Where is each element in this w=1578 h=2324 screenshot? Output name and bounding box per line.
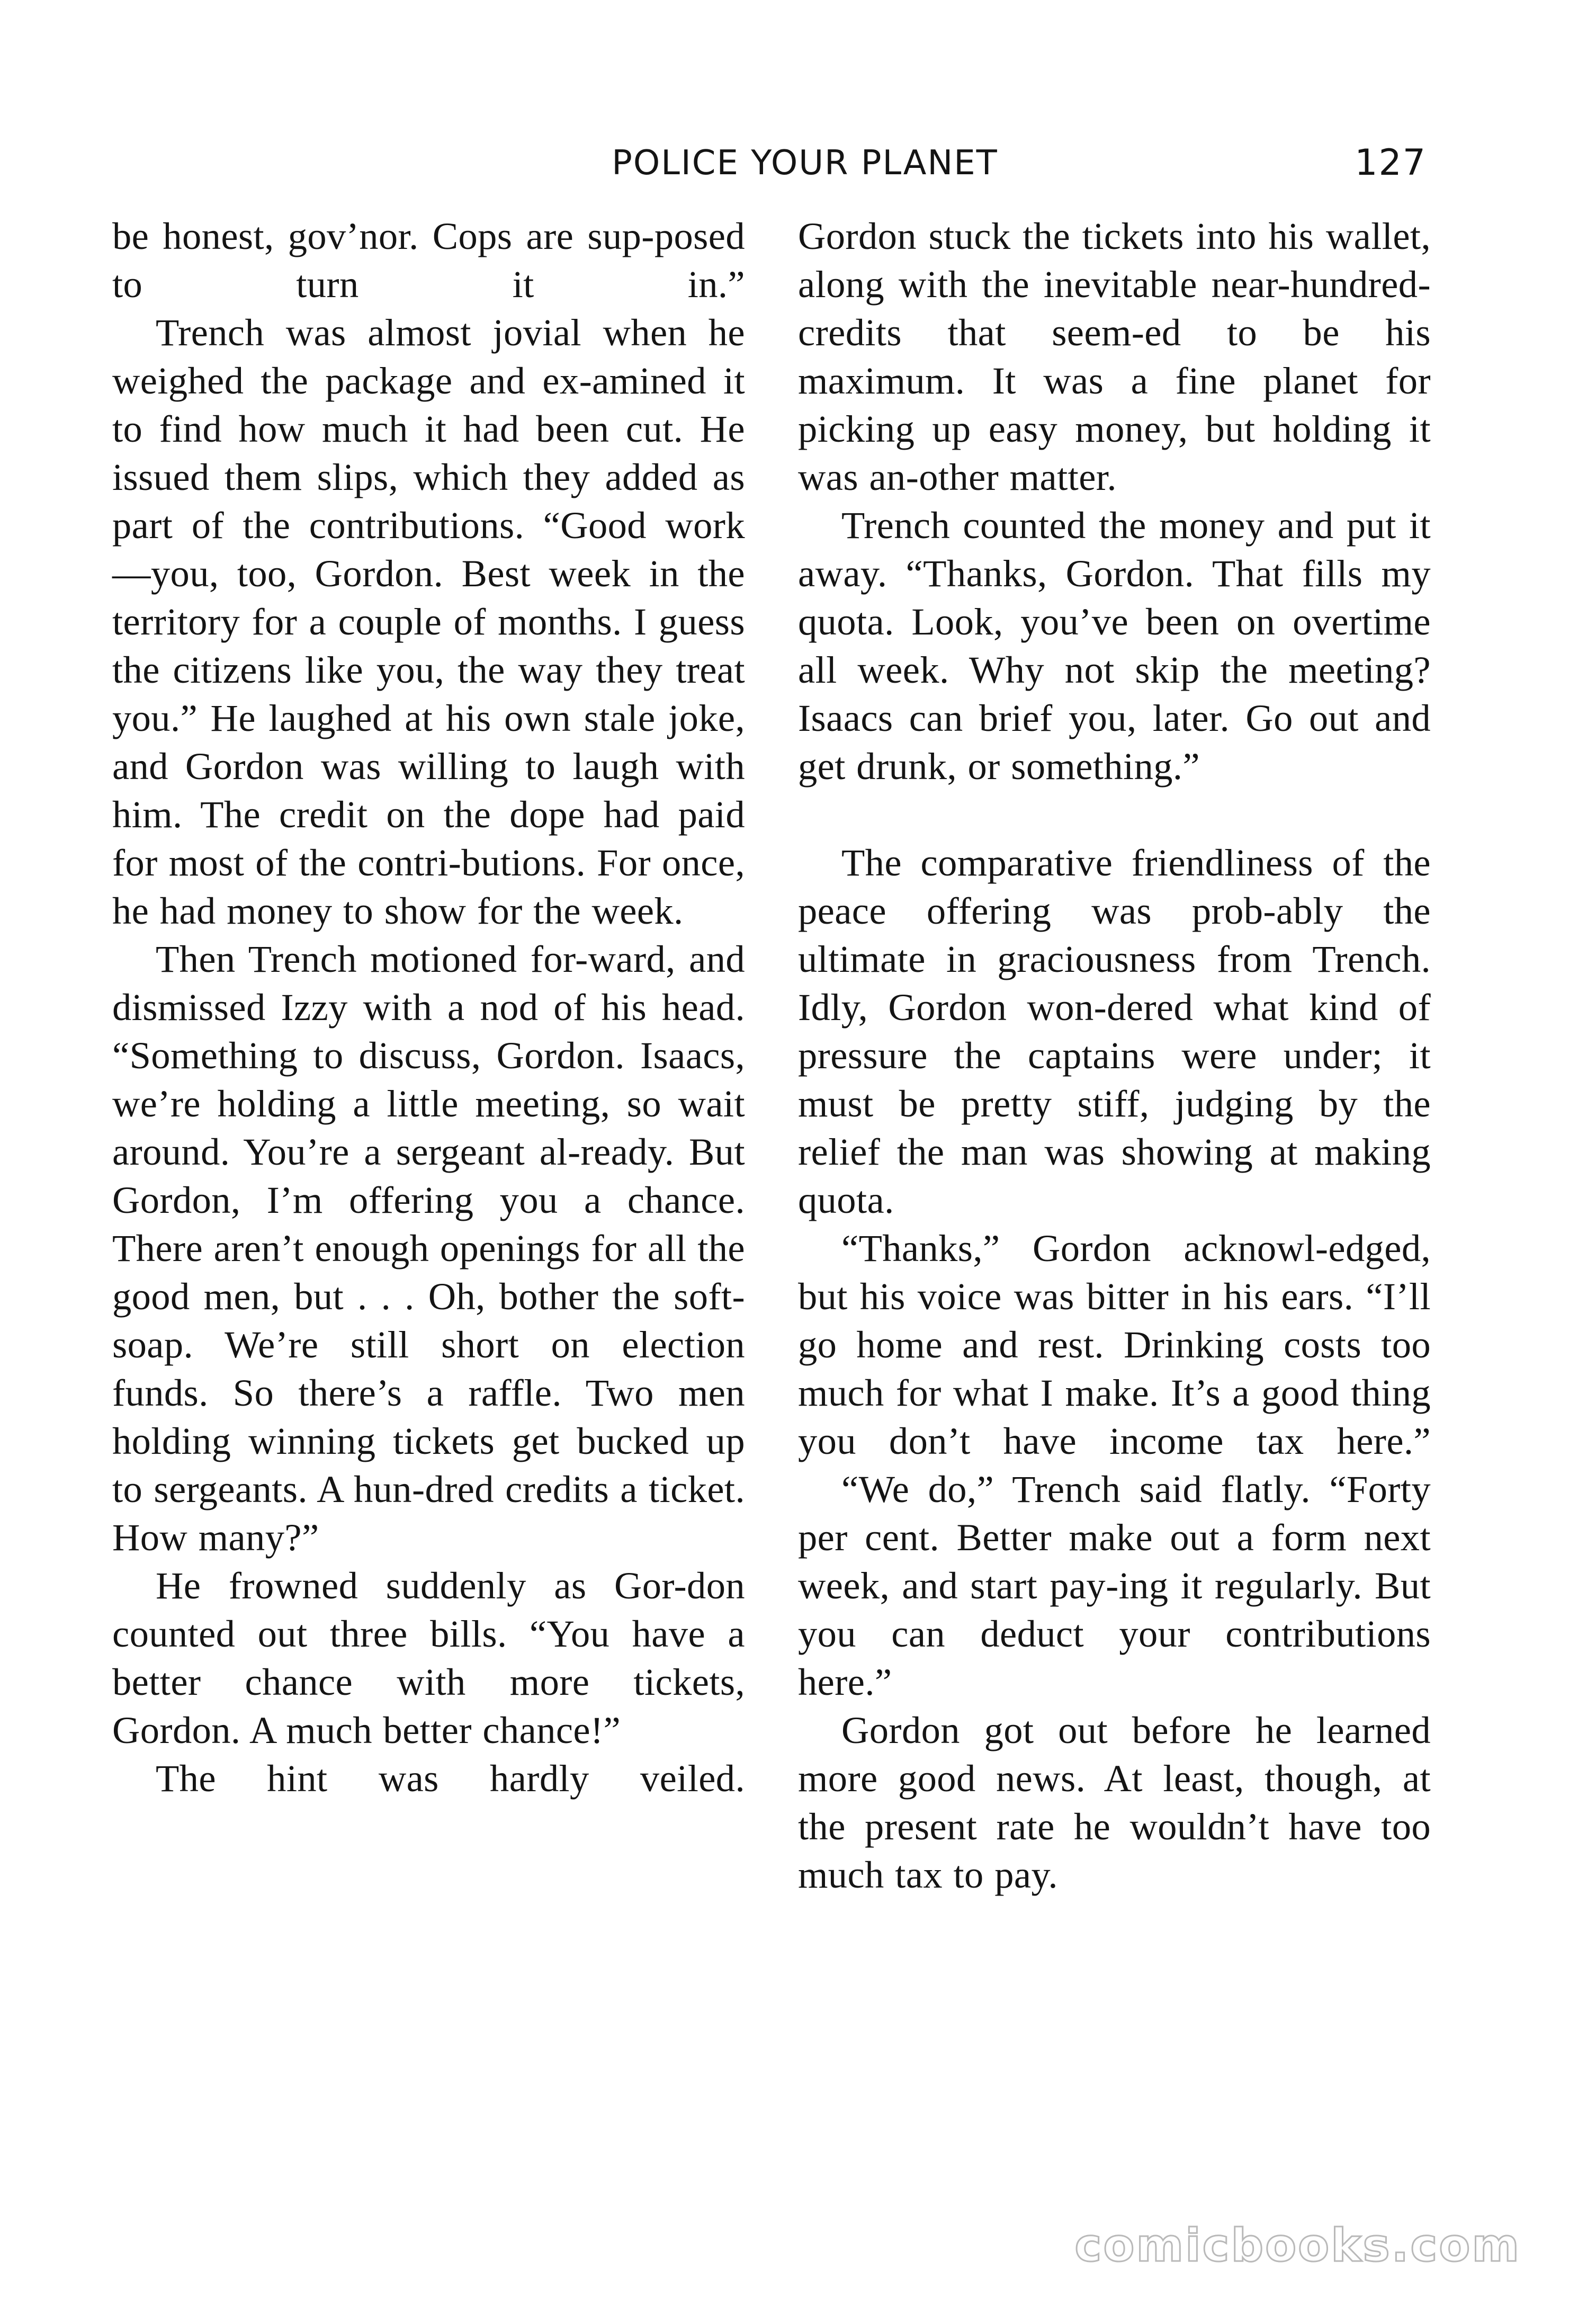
paragraph: be honest, gov’nor. Cops are sup-posed to turn it in.” — [112, 214, 745, 306]
watermark-logo: comicbooks.com — [1074, 2219, 1521, 2272]
paragraph: Gordon stuck the tickets into his wallet, along with the inevitable near-hundred-credits that seem-ed to be his maximum. It was a fine planet for picking up easy money, but holding it was an-other matter. — [798, 214, 1431, 498]
paragraph: “We do,” Trench said flatly. “Forty per cent. Better make out a form next week, and start pay-ing it regularly. But you can deduct your contributions here.” — [798, 1468, 1431, 1703]
section-break — [798, 790, 1431, 838]
paragraph: The comparative friendliness of the peace offering was prob-ably the ultimate in graciousness from Trench. Idly, Gordon won-dered what kind of pressure the captains were under; it must be pretty stiff, judging by the relief the man was showing at making quota. — [798, 841, 1431, 1221]
right-column — [798, 212, 1431, 1899]
paragraph: Then Trench motioned for-ward, and dismissed Izzy with a nod of his head. “Something to discuss, Gordon. Isaacs, we’re holding a little meeting, so wait around. You’re a sergeant al-ready. But Gordon, I’m offering you a chance. There aren’t enough openings for all the good men, but . . . Oh, bother the soft-soap. We’re still short on election funds. So there’s a raffle. Two men holding winning tickets get bucked up to sergeants. A hun-dred credits a ticket. How many?” — [112, 937, 745, 1559]
page-number: 127 — [1355, 142, 1427, 184]
paragraph: He frowned suddenly as Gor-don counted out three bills. “You have a better chance with more tickets, Gordon. A much better chance!” — [112, 1564, 745, 1751]
paragraph: Trench counted the money and put it away. “Thanks, Gordon. That fills my quota. Look, you’ve been on overtime all week. Why not skip the meeting? Isaacs can brief you, later. Go out and get drunk, or something.” — [798, 504, 1431, 788]
paragraph: “Thanks,” Gordon acknowl-edged, but his voice was bitter in his ears. “I’ll go home and rest. Drinking costs too much for what I make. It’s a good thing you don’t have income tax here.” — [798, 1227, 1431, 1462]
running-title: POLICE YOUR PLANET — [612, 144, 998, 183]
left-column — [112, 212, 745, 1802]
paragraph: Trench was almost jovial when he weighed the package and ex-amined it to find how much it had been cut. He issued them slips, which they added as part of the contributions. “Good work —you, too, Gordon. Best week in the territory for a couple of months. I guess the citizens like you, the way they treat you.” He laughed at his own stale joke, and Gordon was willing to laugh with him. The credit on the dope had paid for most of the contri-butions. For once, he had money to show for the week. — [112, 311, 745, 932]
paragraph: Gordon got out before he learned more good news. At least, though, at the present rate he wouldn’t have too much tax to pay. — [798, 1709, 1431, 1896]
paragraph: The hint was hardly veiled. — [156, 1757, 745, 1800]
